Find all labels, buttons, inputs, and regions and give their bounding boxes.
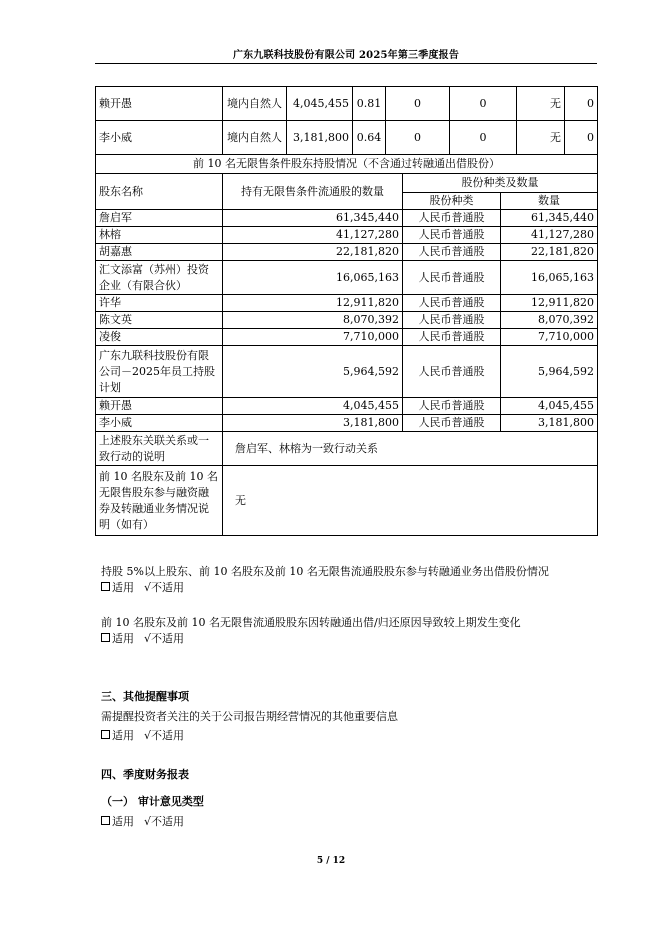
checkbox-applicable — [101, 582, 110, 591]
checkbox-applicable — [101, 633, 110, 642]
shareholder-name: 胡嘉惠 — [96, 244, 223, 261]
section-other-heading: 三、其他提醒事项 — [101, 690, 189, 703]
restricted-shares: 0 — [386, 87, 450, 121]
unrestricted-quantity: 12,911,820 — [223, 295, 403, 312]
share-amount: 4,045,455 — [501, 398, 598, 415]
lending-disclosure-text: 持股 5%以上股东、前 10 名股东及前 10 名无限售流通股股东参与转融通业务出借股份情况 — [101, 565, 549, 578]
shareholder-name: 广东九联科技股份有限公司－2025年员工持股计划 — [96, 346, 223, 398]
share-amount: 5,964,592 — [501, 346, 598, 398]
not-applicable-label: √不适用 — [144, 581, 185, 594]
share-type: 人民币普通股 — [403, 398, 501, 415]
table-row — [96, 87, 598, 121]
header-divider — [95, 63, 597, 64]
not-applicable-label: √不适用 — [144, 815, 185, 828]
unrestricted-quantity: 61,345,440 — [223, 210, 403, 227]
applicable-label: 适用 — [112, 729, 134, 742]
audit-opinion-heading: （一） 审计意见类型 — [101, 795, 204, 808]
unrestricted-quantity: 8,070,392 — [223, 312, 403, 329]
other-applicability — [101, 728, 184, 744]
margin-financing-value: 无 — [223, 466, 598, 536]
shareholder-name: 赖开愚 — [96, 398, 223, 415]
share-type: 人民币普通股 — [403, 312, 501, 329]
share-type: 人民币普通股 — [403, 210, 501, 227]
not-applicable-label: √不适用 — [144, 729, 185, 742]
lending-applicability — [101, 580, 184, 596]
table-row — [96, 121, 598, 155]
shareholder-name: 詹启军 — [96, 210, 223, 227]
table-row — [96, 398, 598, 415]
relation-label: 上述股东关联关系或一致行动的说明 — [96, 432, 223, 466]
share-status: 无 — [517, 121, 565, 155]
shares-held: 3,181,800 — [287, 121, 353, 155]
top-shareholders-table-continued — [95, 86, 598, 155]
shareholder-name: 陈文英 — [96, 312, 223, 329]
table-row — [96, 244, 598, 261]
share-amount: 12,911,820 — [501, 295, 598, 312]
shareholder-name: 赖开愚 — [96, 87, 223, 121]
applicable-label: 适用 — [112, 815, 134, 828]
margin-financing-label: 前 10 名股东及前 10 名无限售股东参与融资融券及转融通业务情况说明（如有） — [96, 466, 223, 536]
share-type: 人民币普通股 — [403, 346, 501, 398]
shareholder-nature: 境内自然人 — [223, 121, 287, 155]
share-amount: 61,345,440 — [501, 210, 598, 227]
shareholder-nature: 境内自然人 — [223, 87, 287, 121]
column-header-name: 股东名称 — [96, 174, 223, 210]
table-row — [96, 415, 598, 432]
unrestricted-quantity: 16,065,163 — [223, 261, 403, 295]
share-type: 人民币普通股 — [403, 415, 501, 432]
table-title: 前 10 名无限售条件股东持股情况（不含通过转融通出借股份） — [96, 155, 598, 174]
checkbox-applicable — [101, 816, 110, 825]
table-row — [96, 295, 598, 312]
other-matters-text: 需提醒投资者关注的关于公司报告期经营情况的其他重要信息 — [101, 710, 398, 723]
share-amount: 3,181,800 — [501, 415, 598, 432]
change-disclosure-text: 前 10 名股东及前 10 名无限售流通股股东因转融通出借/归还原因导致较上期发生变化 — [101, 616, 521, 629]
shareholder-name: 林榕 — [96, 227, 223, 244]
unrestricted-quantity: 3,181,800 — [223, 415, 403, 432]
shares-held: 4,045,455 — [287, 87, 353, 121]
column-header-share-type: 股份种类 — [403, 193, 501, 210]
status-count: 0 — [565, 121, 598, 155]
shareholder-name: 凌俊 — [96, 329, 223, 346]
share-type: 人民币普通股 — [403, 295, 501, 312]
unrestricted-quantity: 41,127,280 — [223, 227, 403, 244]
unrestricted-quantity: 22,181,820 — [223, 244, 403, 261]
share-type: 人民币普通股 — [403, 329, 501, 346]
share-status: 无 — [517, 87, 565, 121]
table-row — [96, 346, 598, 398]
pledged-shares: 0 — [450, 121, 517, 155]
share-amount: 7,710,000 — [501, 329, 598, 346]
page-header-title: 广东九联科技股份有限公司 2025年第三季度报告 — [232, 50, 460, 61]
table-row — [96, 312, 598, 329]
restricted-shares: 0 — [386, 121, 450, 155]
shareholder-name: 汇文添富（苏州）投资企业（有限合伙） — [96, 261, 223, 295]
column-header-share-class-group: 股份种类及数量 — [403, 174, 598, 193]
page-number: 5 / 12 — [316, 856, 346, 866]
unrestricted-shareholders-table — [95, 154, 598, 536]
unrestricted-quantity: 5,964,592 — [223, 346, 403, 398]
applicable-label: 适用 — [112, 632, 134, 645]
applicable-label: 适用 — [112, 581, 134, 594]
section-financial-heading: 四、季度财务报表 — [101, 768, 189, 781]
share-type: 人民币普通股 — [403, 261, 501, 295]
pledged-shares: 0 — [450, 87, 517, 121]
share-type: 人民币普通股 — [403, 244, 501, 261]
table-row — [96, 210, 598, 227]
unrestricted-quantity: 4,045,455 — [223, 398, 403, 415]
table-row — [96, 261, 598, 295]
share-amount: 8,070,392 — [501, 312, 598, 329]
status-count: 0 — [565, 87, 598, 121]
table-row — [96, 227, 598, 244]
column-header-amount: 数量 — [501, 193, 598, 210]
audit-applicability — [101, 814, 184, 830]
not-applicable-label: √不适用 — [144, 632, 185, 645]
shareholder-name: 李小威 — [96, 121, 223, 155]
change-applicability — [101, 631, 184, 647]
shareholder-name: 许华 — [96, 295, 223, 312]
share-amount: 41,127,280 — [501, 227, 598, 244]
unrestricted-quantity: 7,710,000 — [223, 329, 403, 346]
share-amount: 22,181,820 — [501, 244, 598, 261]
column-header-quantity: 持有无限售条件流通股的数量 — [223, 174, 403, 210]
relation-value: 詹启军、林榕为一致行动关系 — [223, 432, 598, 466]
holding-percent: 0.81 — [353, 87, 386, 121]
shareholder-name: 李小威 — [96, 415, 223, 432]
holding-percent: 0.64 — [353, 121, 386, 155]
table-row — [96, 329, 598, 346]
share-amount: 16,065,163 — [501, 261, 598, 295]
checkbox-applicable — [101, 730, 110, 739]
share-type: 人民币普通股 — [403, 227, 501, 244]
